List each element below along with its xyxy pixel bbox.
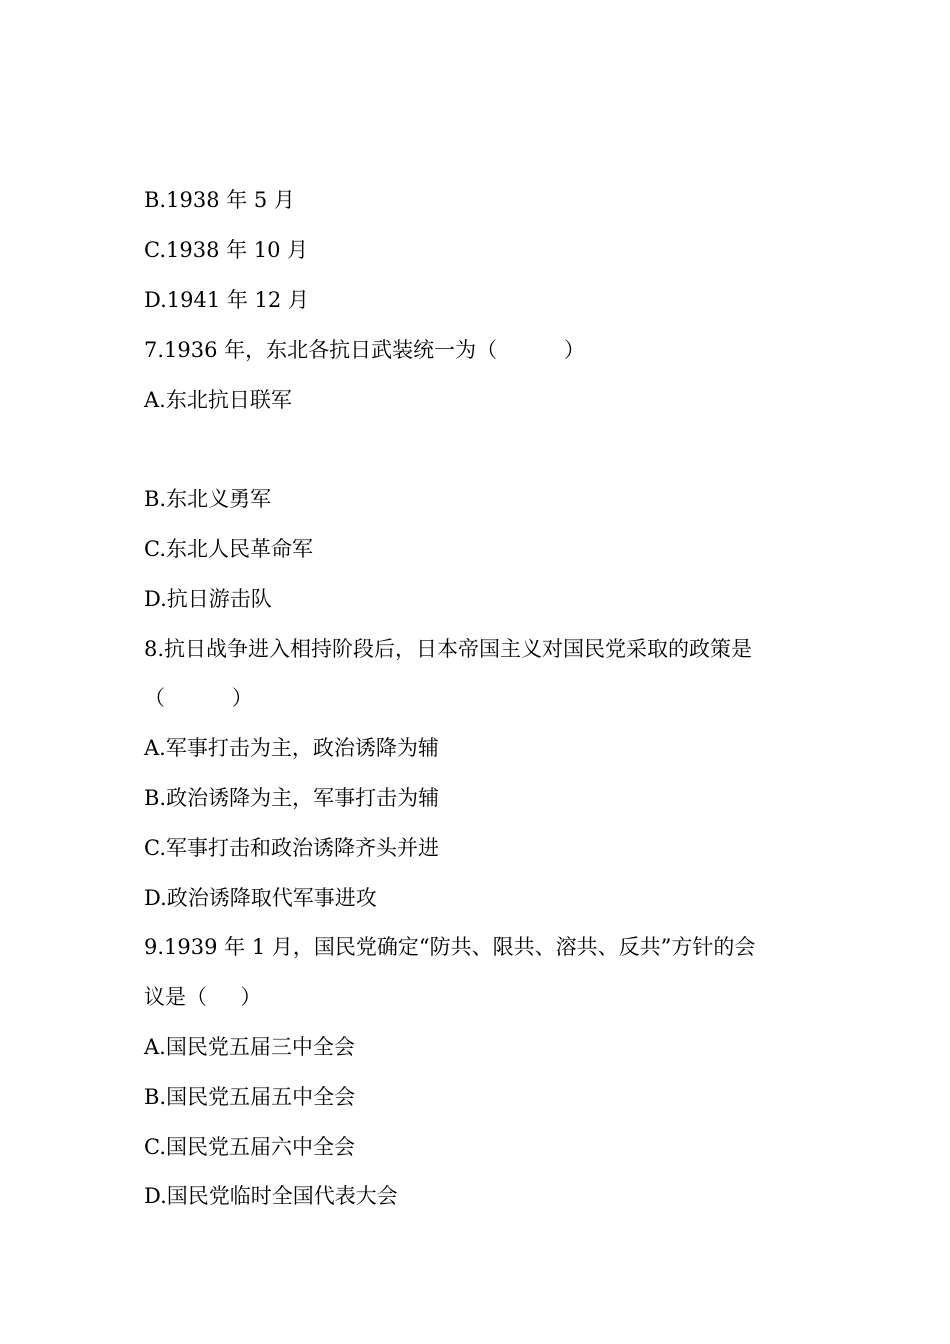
q8-option-b: B.政治诱降为主，军事打击为辅: [144, 786, 440, 810]
q7-option-a: A.东北抗日联军: [144, 388, 292, 412]
q8-stem-line2: （ ）: [144, 686, 253, 710]
q9-stem-line1: 9.1939 年 1 月，国民党确定“防共、限共、溶共、反共”方针的会: [144, 935, 756, 959]
q7-option-b: B.东北义勇军: [144, 487, 272, 511]
q8-option-c: C.军事打击和政治诱降齐头并进: [144, 836, 439, 860]
q7-option-c: C.东北人民革命军: [144, 537, 313, 561]
q7-stem: 7.1936 年，东北各抗日武装统一为（ ）: [144, 338, 585, 362]
q8-option-d: D.政治诱降取代军事进攻: [144, 886, 377, 910]
q7-option-d: D.抗日游击队: [144, 587, 272, 611]
q8-option-a: A.军事打击为主，政治诱降为辅: [144, 736, 439, 760]
q6-option-c: C.1938 年 10 月: [144, 238, 309, 262]
q9-stem-line2: 议是（ ）: [144, 985, 262, 1009]
q8-stem-line1: 8.抗日战争进入相持阶段后，日本帝国主义对国民党采取的政策是: [144, 637, 753, 661]
q9-option-c: C.国民党五届六中全会: [144, 1135, 355, 1159]
q6-option-d: D.1941 年 12 月: [144, 288, 309, 312]
q9-option-b: B.国民党五届五中全会: [144, 1085, 356, 1109]
q6-option-b: B.1938 年 5 月: [144, 188, 295, 212]
q9-option-a: A.国民党五届三中全会: [144, 1035, 355, 1059]
q9-option-d: D.国民党临时全国代表大会: [144, 1184, 398, 1208]
